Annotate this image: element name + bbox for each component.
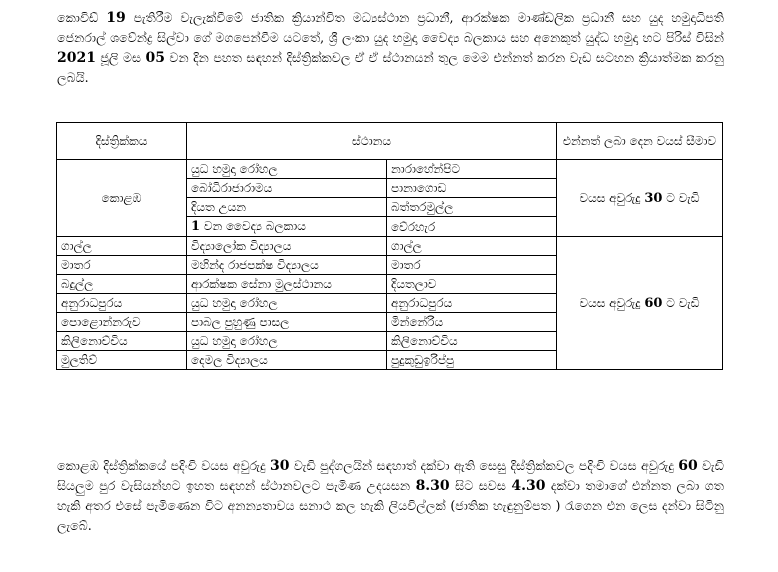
area-cell: දියතලාව — [387, 275, 557, 294]
area-cell: මාතර — [387, 256, 557, 275]
vaccination-schedule-table — [56, 122, 723, 370]
place-cell: මහින්ද රාජපක්ෂ විද්‍යාලය — [187, 256, 387, 275]
intro-year: 2021 — [57, 50, 96, 66]
district-cell: ගාල්ල — [57, 237, 187, 256]
age-number: 60 — [644, 295, 663, 311]
area-cell: බත්තරමුල්ල — [387, 198, 557, 217]
location-header: ස්ථානය — [187, 123, 557, 160]
area-cell: මින්නේරිය — [387, 313, 557, 332]
instructions-number: 30 — [270, 458, 290, 474]
intro-paragraph — [57, 8, 724, 88]
district-cell: බදුල්ල — [57, 275, 187, 294]
place-cell: යුධ හමුදා රෝහල — [187, 294, 387, 313]
instructions-text: කොළඹ දිස්ත්‍රික්කයේ පදිංචි වයස අවුරුදු — [57, 458, 271, 473]
place-cell: ආරක්ෂක සේනා මුලස්ථානය — [187, 275, 387, 294]
area-cell: ගාල්ල — [387, 237, 557, 256]
instructions-number: 60 — [678, 458, 698, 474]
age-text: ට වැඩි — [662, 295, 700, 310]
area-cell: පුදුකුඩුඉරිප්පු — [387, 351, 557, 370]
age-number: 30 — [644, 190, 663, 206]
intro-text: පැතිරීම වැලැක්වීමේ ජාතික ක්‍රියාන්විත මධ්‍යස්ථාන ප්‍රධානී, ආරක්ෂක මාණ්ඩලික ප්‍රධානී සහ යුද හමුදාධිපති ජෙනරාල් ශවේන්ද්‍ර සිල්වා ගේ මගපෙන්වීම යටතේ, ශ්‍රී ලංකා යුද හමුදා වෛද්‍ය බලකාය සහ අනෙකුත් යුද්ධ හමුදා හට පිරිස් විසින් — [57, 10, 724, 45]
age-limit-cell — [557, 237, 723, 370]
intro-number: 19 — [106, 10, 126, 26]
instructions-paragraph — [57, 456, 724, 536]
intro-day: 05 — [145, 50, 165, 66]
place-cell — [187, 217, 387, 237]
age-text: වයස අවුරුදු — [579, 190, 645, 205]
age-text: ට වැඩි — [662, 190, 700, 205]
area-cell: වේරහැර — [387, 217, 557, 237]
area-cell: අනුරාධපුරය — [387, 294, 557, 313]
table-row — [57, 237, 723, 256]
district-cell: මාතර — [57, 256, 187, 275]
instructions-text: දක්වා තමාගේ එන්නත ලබා ගත හැකි අතර එසේ පැමිණෙන විට අනන්‍යතාවය සනාථ කල හැකි ලියවිල්ලක් (ජාතික හැඳුනුම්පත ) රැගෙන එන ලෙස දන්වා සිටිනු ලැබේ. — [57, 478, 724, 533]
district-cell: අනුරාධපුරය — [57, 294, 187, 313]
instructions-text: වැඩි පුද්ගලයින් සඳහාත් දක්වා ඇති සෙසු දිස්ත්‍රික්කවල පදිංචි වයස අවුරුදු — [289, 458, 679, 473]
age-text: වයස අවුරුදු — [579, 295, 645, 310]
district-header: දිස්ත්‍රික්කය — [57, 123, 187, 160]
intro-text: වන දින පහත සඳහන් දිස්ත්‍රික්කවල ඒ ඒ ස්ථානයන් තුල මෙම එන්නත් කරන වැඩ සටහන ක්‍රියාත්මක කරනු ලබයි. — [57, 50, 724, 85]
instructions-text: සිට සවස — [449, 478, 512, 493]
intro-text: කොවිඩ් — [57, 10, 107, 25]
place-cell: දියත උයන — [187, 198, 387, 217]
place-text: වන වෛද්‍ය බලකාය — [200, 219, 306, 233]
area-cell: පානාගොඩ — [387, 179, 557, 198]
place-number: 1 — [191, 219, 201, 234]
start-time: 8.30 — [415, 478, 450, 494]
age-limit-header: එන්නත් ලබා දෙන වයස් සීමාව — [557, 123, 723, 160]
district-cell: මුලතිව් — [57, 351, 187, 370]
district-cell: පොළොන්නරුව — [57, 313, 187, 332]
place-cell: පාබල පුහුණු පාසල — [187, 313, 387, 332]
place-cell: යුධ හමුදා රෝහල — [187, 160, 387, 179]
table-row — [57, 160, 723, 179]
instructions-text: වැඩි සියලුම පුර වැසියන්හට ඉහත සඳහන් ස්ථානවලට පැමිණ උදයසන — [57, 458, 725, 493]
end-time: 4.30 — [511, 478, 546, 494]
table-header-row — [57, 123, 723, 160]
area-cell: කිලිනොච්චිය — [387, 332, 557, 351]
place-cell: විද්‍යාලෝක විද්‍යාලය — [187, 237, 387, 256]
district-cell: කොළඹ — [57, 160, 187, 237]
place-cell: බෝධිරාජාරාමය — [187, 179, 387, 198]
district-cell: කිලිනොච්චිය — [57, 332, 187, 351]
place-cell: යුධ හමුදා රෝහල — [187, 332, 387, 351]
intro-text: ජූලි මස — [95, 50, 146, 65]
age-limit-cell — [557, 160, 723, 237]
area-cell: නාරාහේන්පිට — [387, 160, 557, 179]
place-cell: දෙමල විද්‍යාලය — [187, 351, 387, 370]
